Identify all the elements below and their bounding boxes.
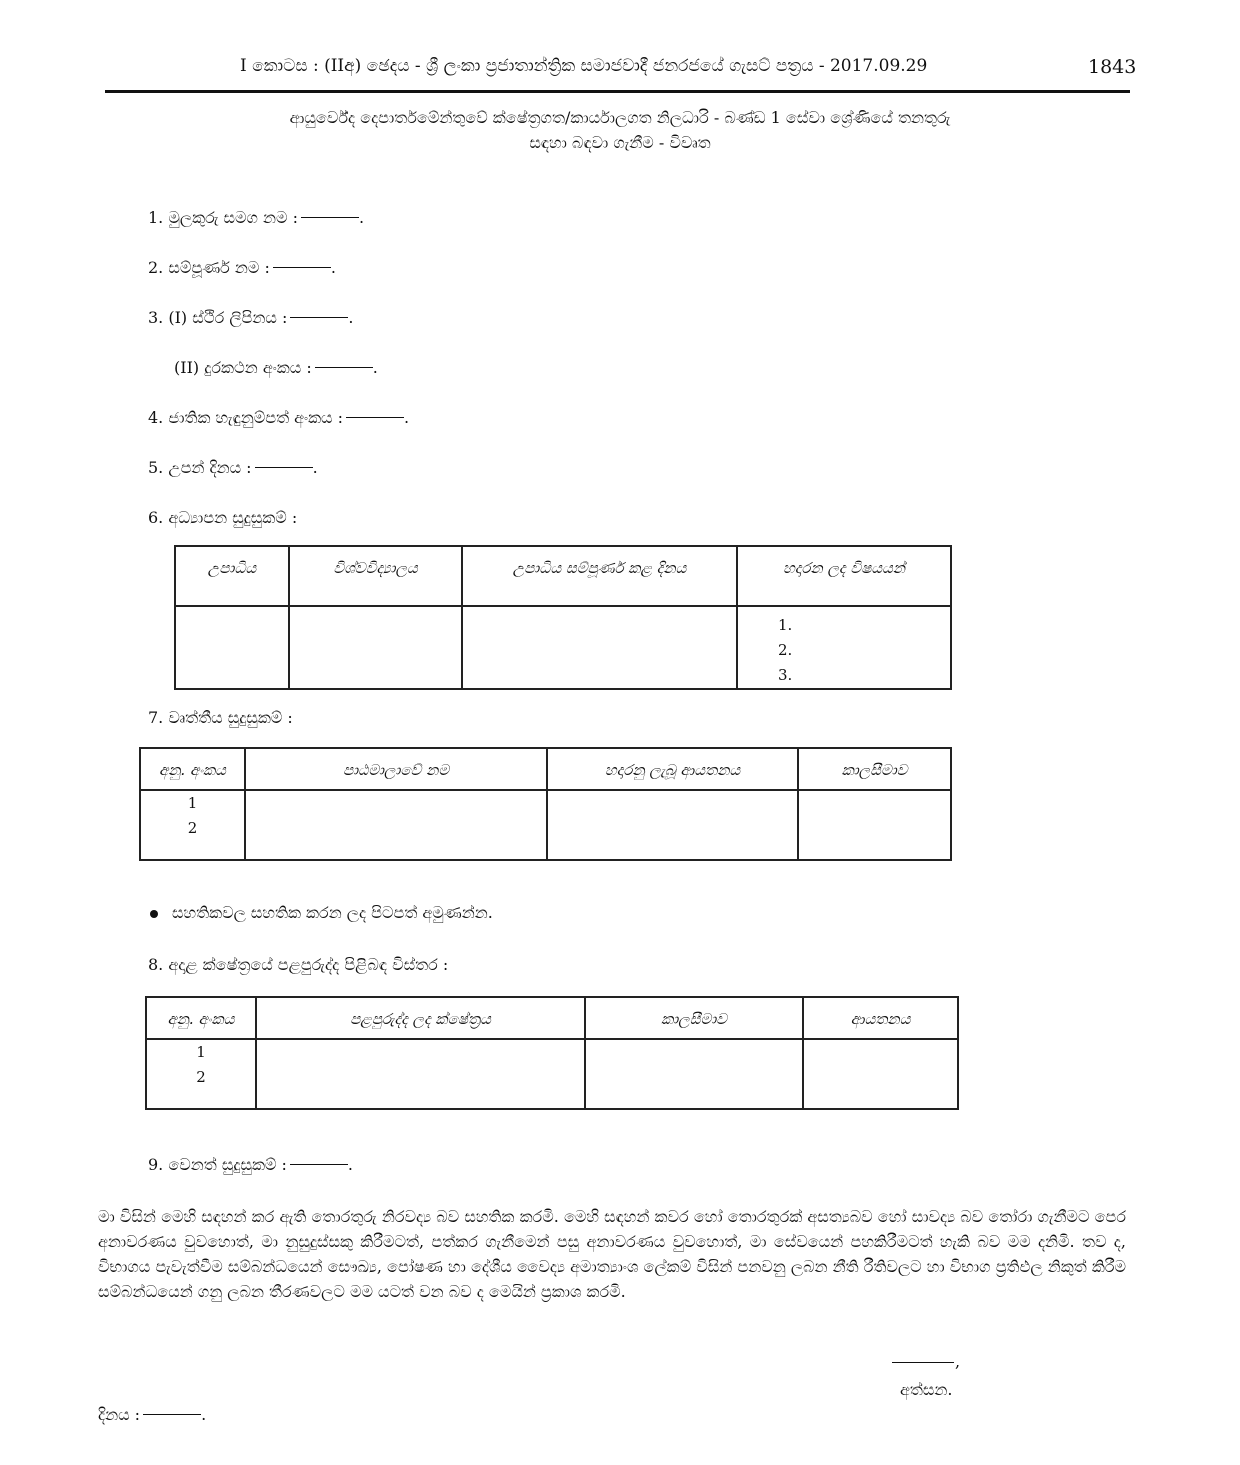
header-title: I කොටස : (IIඅ) ඡෙදය - ශ්‍රී ලංකා ප්‍රජාතාන්ත්‍රික සමාජවාදී ජනරජයේ ගැසට් පත්‍රය - 2017.09.29	[240, 56, 928, 76]
field-label: (II) දුරකථන අංකය :	[174, 358, 312, 377]
table-header-row	[175, 546, 951, 606]
field-permanent-address: 3. (I) ස්ථිර ලිපිනය : .	[148, 308, 354, 327]
field-number: 6.	[148, 508, 164, 527]
field-label: උපන් දිනය :	[168, 458, 252, 477]
table-cell[interactable]	[462, 606, 737, 689]
column-header-subjects: හදාරන ලද විෂයයන්	[737, 546, 951, 606]
fill-blank[interactable]	[143, 1414, 201, 1415]
table-header-row	[146, 997, 958, 1039]
column-header-field-of-experience: පළපුරුද්ද ලද ක්ෂේත්‍රය	[256, 997, 585, 1039]
fill-blank[interactable]	[273, 267, 331, 268]
signature-blank[interactable]	[892, 1362, 954, 1363]
table-cell[interactable]	[175, 606, 289, 689]
experience-table	[145, 996, 959, 1110]
fill-blank[interactable]	[290, 317, 348, 318]
header-rule	[105, 90, 1130, 93]
list-item: 2.	[778, 641, 793, 659]
field-label: (I) ස්ථිර ලිපිනය :	[168, 308, 288, 327]
field-educational-qualifications	[148, 508, 297, 528]
column-header-institution: ආයතනය	[803, 997, 958, 1039]
table-row	[175, 606, 951, 689]
table-cell[interactable]	[585, 1039, 803, 1109]
field-label: වෙනත් සුදුසුකම් :	[168, 1155, 287, 1174]
fill-blank[interactable]	[301, 217, 359, 218]
table-cell[interactable]	[245, 790, 547, 860]
field-label: මුලකුරු සමග නම :	[168, 208, 299, 227]
field-number: 3.	[148, 308, 164, 327]
table-cell[interactable]	[256, 1039, 585, 1109]
table-cell[interactable]	[140, 790, 245, 860]
column-header-course-name: පාඨමාලාවේ නම	[245, 748, 547, 790]
field-number: 7.	[148, 708, 164, 727]
list-item: 1.	[778, 616, 793, 634]
table-cell[interactable]	[289, 606, 462, 689]
education-table	[174, 545, 952, 690]
signature-comma: ,	[955, 1352, 961, 1371]
signature-label: අත්සන.	[900, 1380, 953, 1399]
column-header-institution: හදාරනු ලැබූ ආයතනය	[547, 748, 798, 790]
row-number: 1	[187, 794, 198, 812]
field-number: 8.	[148, 955, 164, 974]
column-header-duration: කාලසීමාව	[585, 997, 803, 1039]
field-date-of-birth: 5. උපන් දිනය : .	[148, 458, 318, 477]
field-full-name: 2. සම්පූර්ණ නම : .	[148, 258, 336, 277]
table-row	[140, 790, 951, 860]
field-label: වෘත්තීය සුදුසුකම් :	[168, 708, 293, 727]
date-field: දිනය : .	[98, 1405, 207, 1424]
page-number: 1843	[1088, 56, 1137, 78]
field-name-with-initials: 1. මුලකුරු සමග නම : .	[148, 208, 365, 227]
bullet-icon	[150, 910, 158, 918]
table-cell[interactable]	[737, 606, 951, 689]
field-nic-number: 4. ජාතික හැඳුනුම්පත් අංකය : .	[148, 408, 410, 427]
column-header-duration: කාලසීමාව	[798, 748, 951, 790]
certificates-note	[150, 903, 493, 923]
column-header-university: විශ්වවිද්‍යාලය	[289, 546, 462, 606]
table-header-row	[140, 748, 951, 790]
field-number: 2.	[148, 258, 164, 277]
form-heading-line2: සඳහා බඳවා ගැනීම - විවෘත	[529, 133, 711, 152]
row-number: 2	[196, 1068, 206, 1086]
professional-qualifications-table	[139, 747, 952, 861]
field-experience-details	[148, 955, 448, 975]
row-number: 2	[187, 819, 198, 837]
subject-number-list	[738, 607, 950, 688]
fill-blank[interactable]	[346, 417, 404, 418]
form-heading-line1: ආයුර්වේද දෙපාර්තමේන්තුවේ ක්ෂේත්‍රගත/කාර්යාලගත නිලධාරි - බණ්ඩ 1 සේවා ශ්‍රේණියේ තනතුරු	[289, 108, 951, 127]
table-cell[interactable]	[803, 1039, 958, 1109]
table-row	[146, 1039, 958, 1109]
field-label: ජාතික හැඳුනුම්පත් අංකය :	[168, 408, 344, 427]
field-phone-number: (II) දුරකථන අංකය : .	[174, 358, 378, 377]
table-cell[interactable]	[798, 790, 951, 860]
column-header-degree: උපාධිය	[175, 546, 289, 606]
table-cell[interactable]	[547, 790, 798, 860]
column-header-completion-date: උපාධිය සම්පූර්ණ කළ දිනය	[462, 546, 737, 606]
field-number: 1.	[148, 208, 164, 227]
field-number: 5.	[148, 458, 164, 477]
field-label: අධ්‍යාපන සුදුසුකම් :	[168, 508, 298, 527]
table-cell[interactable]	[146, 1039, 256, 1109]
fill-blank[interactable]	[255, 467, 313, 468]
declaration-paragraph: මා විසින් මෙහි සඳහන් කර ඇති තොරතුරු නිරවද්‍ය බව සහතික කරමි. මෙහි සඳහන් කවර හෝ තොරතුරක් අසත්‍යබව හෝ සාවද්‍ය බව තෝරා ගැනීමට පෙර අනාවරණය වුවහොත්, මා නුසුදුස්සකු කිරීමටත්, පත්කර ගැනීමෙන් පසු අනාවරණය වුවහොත්, මා සේවයෙන් පහකිරීමටත් හැකි බව මම දනිමි. තව ද, විභාගය පැවැත්වීම සම්බන්ධයෙන් සෞඛ්‍ය, පෝෂණ හා දේශීය වෛද්‍ය අමාත්‍යාංශ ලේකම් විසින් පනවනු ලබන නීති රීතිවලට හා විභාග ප්‍රතිඵල නිකුත් කිරීම සම්බන්ධයෙන් ගනු ලබන තීරණවලට මම යටත් වන බව ද මෙයින් ප්‍රකාශ කරමි.	[98, 1207, 1126, 1301]
field-professional-qualifications	[148, 708, 293, 728]
date-label: දිනය :	[98, 1405, 141, 1424]
column-header-serial-number: අනු. අංකය	[140, 748, 245, 790]
field-number: 4.	[148, 408, 164, 427]
note-text: සහතිකවල සහතික කරන ලද පිටපත් අමුණන්න.	[172, 903, 493, 922]
field-label: සම්පූර්ණ නම :	[168, 258, 270, 277]
column-header-serial-number: අනු. අංකය	[146, 997, 256, 1039]
fill-blank[interactable]	[315, 367, 373, 368]
fill-blank[interactable]	[290, 1164, 348, 1165]
row-number: 1	[196, 1043, 206, 1061]
field-label: අදාළ ක්ෂේත්‍රයේ පළපුරුද්ද පිළිබඳ විස්තර :	[168, 955, 449, 974]
field-other-qualifications: 9. වෙනත් සුදුසුකම් : .	[148, 1155, 354, 1174]
field-number: 9.	[148, 1155, 164, 1174]
list-item: 3.	[778, 666, 793, 684]
